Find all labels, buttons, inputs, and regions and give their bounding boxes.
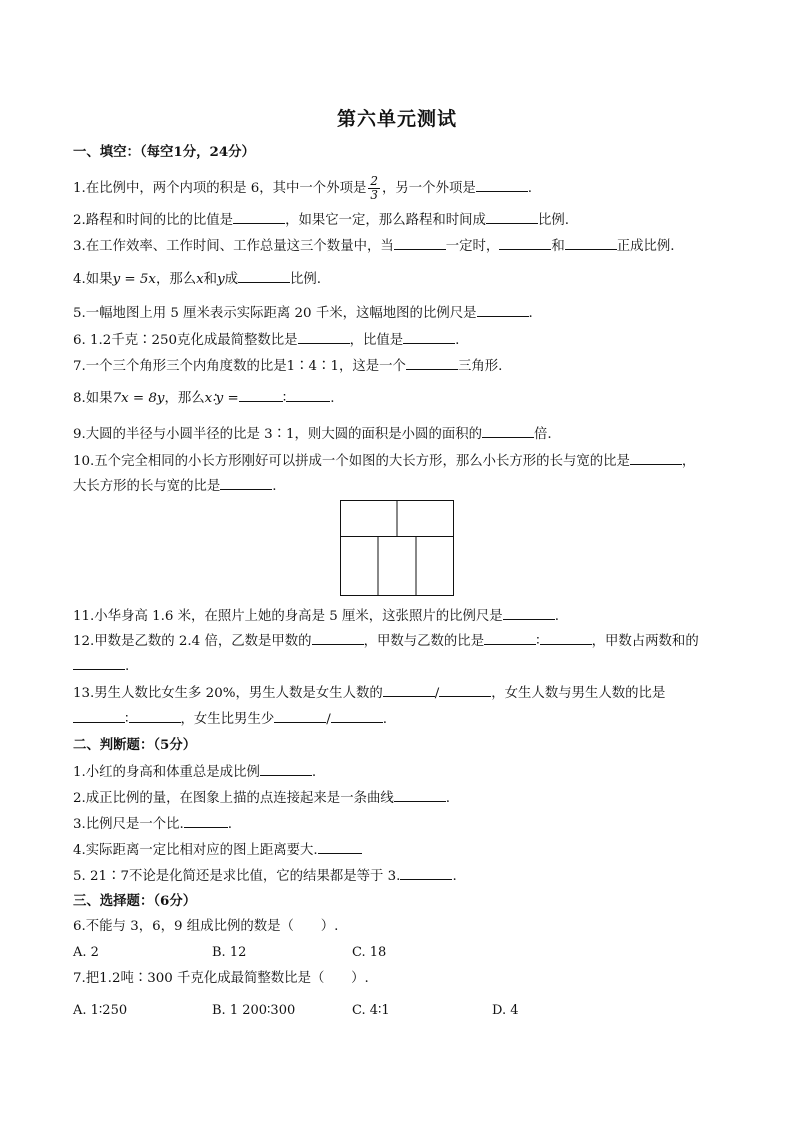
answer-blank[interactable] [220,476,272,490]
answer-blank[interactable] [400,866,452,880]
question-1-12-continued: . [73,656,129,676]
section-3-heading: 三、选择题：（6分） [73,893,197,909]
question-2-2: 2.成正比例的量，在图象上描的点连接起来是一条曲线 . [73,788,450,808]
answer-blank[interactable] [312,631,364,645]
answer-blank[interactable] [439,683,491,697]
answer-blank[interactable] [476,178,528,192]
answer-blank[interactable] [318,840,362,854]
question-1-8: 8.如果7x = 8y，那么x∶y = ∶ . [73,388,334,408]
question-2-1: 1.小红的身高和体重总是成比例 . [73,762,316,782]
answer-blank[interactable] [403,330,455,344]
answer-blank[interactable] [503,606,555,620]
answer-blank[interactable] [239,388,283,402]
question-1-2: 2.路程和时间的比的比值是 ，如果它一定，那么路程和时间成 比例. [73,210,569,230]
answer-blank[interactable] [394,788,446,802]
question-1-1: 1.在比例中，两个内项的积是 6，其中一个外项是 $\frac{2}{3}$ ，另一个外项是 . [73,174,533,202]
option-7d[interactable]: D. 4 [492,1003,519,1018]
answer-blank[interactable] [540,631,592,645]
question-2-3: 3.比例尺是一个比. . [73,814,232,834]
answer-blank[interactable] [406,356,458,370]
answer-blank[interactable] [484,631,536,645]
question-3-6: 6.不能与 3，6，9 组成比例的数是（ ）. [73,919,339,934]
option-6c[interactable]: C. 18 [352,945,387,960]
answer-blank[interactable] [233,210,285,224]
answer-blank[interactable] [298,330,350,344]
option-7a[interactable]: A. 1∶250 [73,1003,128,1018]
question-1-6: 6. 1.2千克∶250克化成最简整数比是 ，比值是 . [73,330,459,350]
question-1-10: 10.五个完全相同的小长方形刚好可以拼成一个如图的大长方形，那么小长方形的长与宽的比是 ， [73,451,695,471]
question-1-12: 12.甲数是乙数的 2.4 倍，乙数是甲数的 ，甲数与乙数的比是 ∶ ，甲数占两数和的 [73,631,699,651]
question-2-4: 4.实际距离一定比相对应的图上距离要大. [73,840,362,860]
question-1-3: 3.在工作效率、工作时间、工作总量这三个数量中，当 一定时， 和 正成比例. [73,236,675,256]
question-1-9: 9.大圆的半径与小圆半径的比是 3∶1，则大圆的面积是小圆的面积的 倍. [73,424,552,444]
option-7b[interactable]: B. 1 200∶300 [212,1003,296,1018]
question-1-7: 7.一个三个角形三个内角度数的比是1∶4∶1，这是一个 三角形. [73,356,502,376]
question-1-4: 4.如果y = 5x，那么x和y成 比例. [73,269,321,289]
section-2-heading: 二、判断题：（5分） [73,737,197,753]
answer-blank[interactable] [630,451,682,465]
answer-blank[interactable] [331,709,383,723]
answer-blank[interactable] [129,709,181,723]
section-1-heading: 一、填空：（每空1分，24分） [73,144,255,160]
answer-blank[interactable] [184,814,228,828]
answer-blank[interactable] [238,269,290,283]
answer-blank[interactable] [486,210,538,224]
question-1-13: 13.男生人数比女生多 20%，男生人数是女生人数的 / ，女生人数与男生人数的比是 [73,683,665,703]
question-1-5: 5.一幅地图上用 5 厘米表示实际距离 20 千米，这幅地图的比例尺是 . [73,303,533,323]
answer-blank[interactable] [73,656,125,670]
answer-blank[interactable] [477,303,529,317]
page-title: 第六单元测试 [336,108,457,130]
answer-blank[interactable] [260,762,312,776]
answer-blank[interactable] [499,236,551,250]
answer-blank[interactable] [73,709,125,723]
question-1-13-continued: ∶ ，女生比男生少 / . [73,709,387,729]
option-7c[interactable]: C. 4∶1 [352,1003,390,1018]
answer-blank[interactable] [394,236,446,250]
rectangle-figure [340,500,454,596]
question-2-5: 5. 21∶7不论是化简还是求比值，它的结果都是等于 3. . [73,866,457,886]
question-1-11: 11.小华身高 1.6 米，在照片上她的身高是 5 厘米，这张照片的比例尺是 . [73,606,559,626]
option-6b[interactable]: B. 12 [212,945,247,960]
answer-blank[interactable] [482,424,534,438]
question-3-7: 7.把1.2吨∶300 千克化成最简整数比是（ ）. [73,971,369,986]
fraction-two-thirds: $\frac{2}{3}$ [370,174,379,202]
answer-blank[interactable] [565,236,617,250]
question-1-10-continued: 大长方形的长与宽的比是 . [73,476,277,496]
answer-blank[interactable] [274,709,326,723]
option-6a[interactable]: A. 2 [73,945,99,960]
answer-blank[interactable] [383,683,435,697]
answer-blank[interactable] [286,388,330,402]
